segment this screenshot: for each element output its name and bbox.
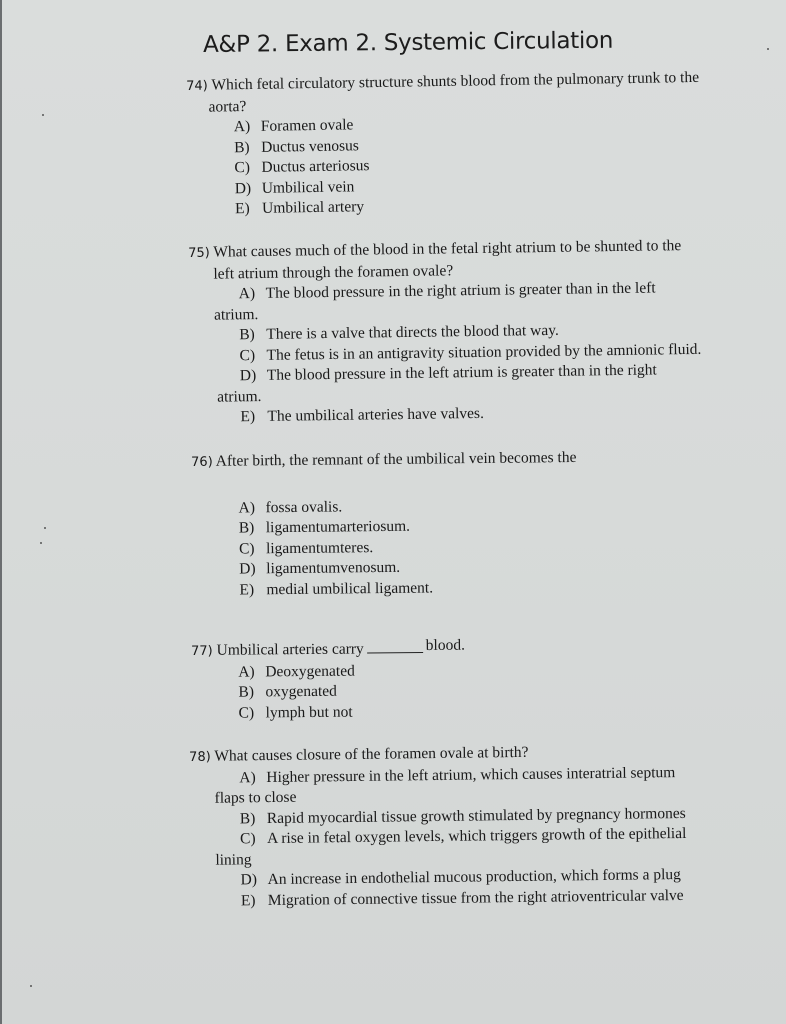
answer-option-a bbox=[238, 660, 465, 682]
question-text: After birth, the remnant of the umbilical vein becomes the bbox=[215, 448, 577, 470]
option-text: There is a valve that directs the blood that way. bbox=[266, 321, 559, 343]
question-78 bbox=[189, 741, 687, 912]
question-text: Umbilical arteries carry bbox=[216, 640, 364, 659]
option-text: The blood pressure in the right atrium is greater than in the left bbox=[265, 279, 656, 302]
question-76 bbox=[191, 448, 578, 601]
option-text: The umbilical arteries have valves. bbox=[267, 404, 485, 425]
question-75 bbox=[188, 236, 702, 429]
option-letter: D) bbox=[240, 871, 258, 889]
answer-option-e bbox=[239, 576, 578, 600]
question-text-continued: aorta? bbox=[208, 97, 247, 116]
question-77 bbox=[191, 638, 466, 724]
option-text: The blood pressure in the left atrium is greater than in the right bbox=[266, 361, 657, 384]
option-text: oxygenated bbox=[265, 682, 337, 701]
option-letter: E) bbox=[234, 200, 250, 218]
option-text: ligamentumarteriosum. bbox=[265, 517, 411, 537]
option-text: An increase in endothelial mucous production, which forms a plug bbox=[267, 866, 681, 889]
option-letter: D) bbox=[239, 560, 256, 578]
option-text: lymph but not bbox=[265, 703, 353, 721]
option-letter: C) bbox=[234, 159, 251, 177]
option-text: Rapid myocardial tissue growth stimulated by pregnancy hormones bbox=[266, 804, 686, 827]
option-letter: E) bbox=[239, 580, 255, 598]
option-letter: C) bbox=[238, 539, 255, 558]
option-text: medial umbilical ligament. bbox=[266, 578, 434, 598]
question-number: 78) bbox=[189, 749, 211, 765]
option-text: A rise in fetal oxygen levels, which triggers growth of the epithelial bbox=[267, 824, 687, 848]
option-text: Migration of connective tissue from the right atrioventricular valve bbox=[267, 886, 684, 909]
paper-speck bbox=[767, 48, 769, 50]
option-letter: B) bbox=[239, 809, 256, 827]
option-letter: A) bbox=[238, 498, 256, 517]
option-text: fossa ovalis. bbox=[265, 497, 343, 516]
option-text: ligamentumvenosum. bbox=[266, 558, 401, 578]
question-number: 75) bbox=[188, 245, 210, 261]
fill-in-blank bbox=[367, 638, 423, 653]
question-text-continued: left atrium through the foramen ovale? bbox=[213, 261, 454, 283]
question-text: What causes much of the blood in the fetal right atrium to be shunted to the bbox=[213, 237, 682, 261]
question-number: 74) bbox=[186, 78, 208, 94]
option-letter: E) bbox=[240, 408, 256, 426]
option-letter: B) bbox=[238, 683, 255, 701]
answer-option-b bbox=[238, 681, 465, 703]
question-74 bbox=[186, 68, 701, 221]
option-d-wrap: atrium. bbox=[217, 387, 262, 406]
option-a-wrap: flaps to close bbox=[214, 788, 297, 807]
paper-speck bbox=[40, 542, 42, 544]
question-text-after-blank: blood. bbox=[425, 636, 466, 654]
page-title: A&P 2. Exam 2. Systemic Circulation bbox=[202, 27, 614, 58]
option-text: Ductus venosus bbox=[260, 136, 359, 156]
option-text: ligamentumteres. bbox=[265, 538, 374, 557]
paper-speck bbox=[30, 985, 32, 987]
option-text: The fetus is in an antigravity situation provided by the amnionic fluid. bbox=[266, 340, 702, 364]
page-edge-shadow bbox=[0, 0, 2, 1024]
option-letter: A) bbox=[238, 285, 256, 303]
option-text: Deoxygenated bbox=[265, 662, 355, 680]
question-stem bbox=[191, 448, 577, 474]
option-letter: C) bbox=[238, 703, 255, 722]
answer-option-c bbox=[239, 701, 466, 723]
question-text: What causes closure of the foramen ovale at birth? bbox=[214, 743, 529, 765]
option-letter: B) bbox=[238, 519, 255, 537]
option-letter: C) bbox=[239, 346, 256, 364]
question-stem bbox=[191, 638, 465, 663]
option-text: Higher pressure in the left atrium, which causes interatrial septum bbox=[266, 763, 676, 786]
option-letter: D) bbox=[239, 367, 257, 385]
option-letter: E) bbox=[240, 891, 256, 909]
option-letter: A) bbox=[238, 662, 255, 681]
option-c-wrap: lining bbox=[215, 850, 252, 869]
option-text: Foramen ovale bbox=[260, 116, 354, 135]
option-letter: C) bbox=[240, 830, 256, 848]
option-letter: B) bbox=[239, 326, 255, 344]
question-text: Which fetal circulatory structure shunts blood from the pulmonary trunk to the bbox=[211, 68, 700, 94]
paper-speck bbox=[42, 114, 44, 116]
option-a-wrap: atrium. bbox=[213, 305, 259, 324]
option-text: Ductus arteriosus bbox=[261, 157, 370, 176]
option-letter: D) bbox=[234, 179, 252, 197]
option-letter: A) bbox=[233, 117, 251, 136]
question-number: 76) bbox=[191, 454, 213, 470]
option-text: Umbilical vein bbox=[261, 177, 355, 197]
option-text: Umbilical artery bbox=[261, 198, 365, 217]
answer-option-e bbox=[241, 885, 687, 911]
option-letter: A) bbox=[239, 768, 256, 786]
option-letter: B) bbox=[233, 138, 250, 156]
question-number: 77) bbox=[191, 643, 213, 659]
paper-speck bbox=[44, 527, 46, 529]
